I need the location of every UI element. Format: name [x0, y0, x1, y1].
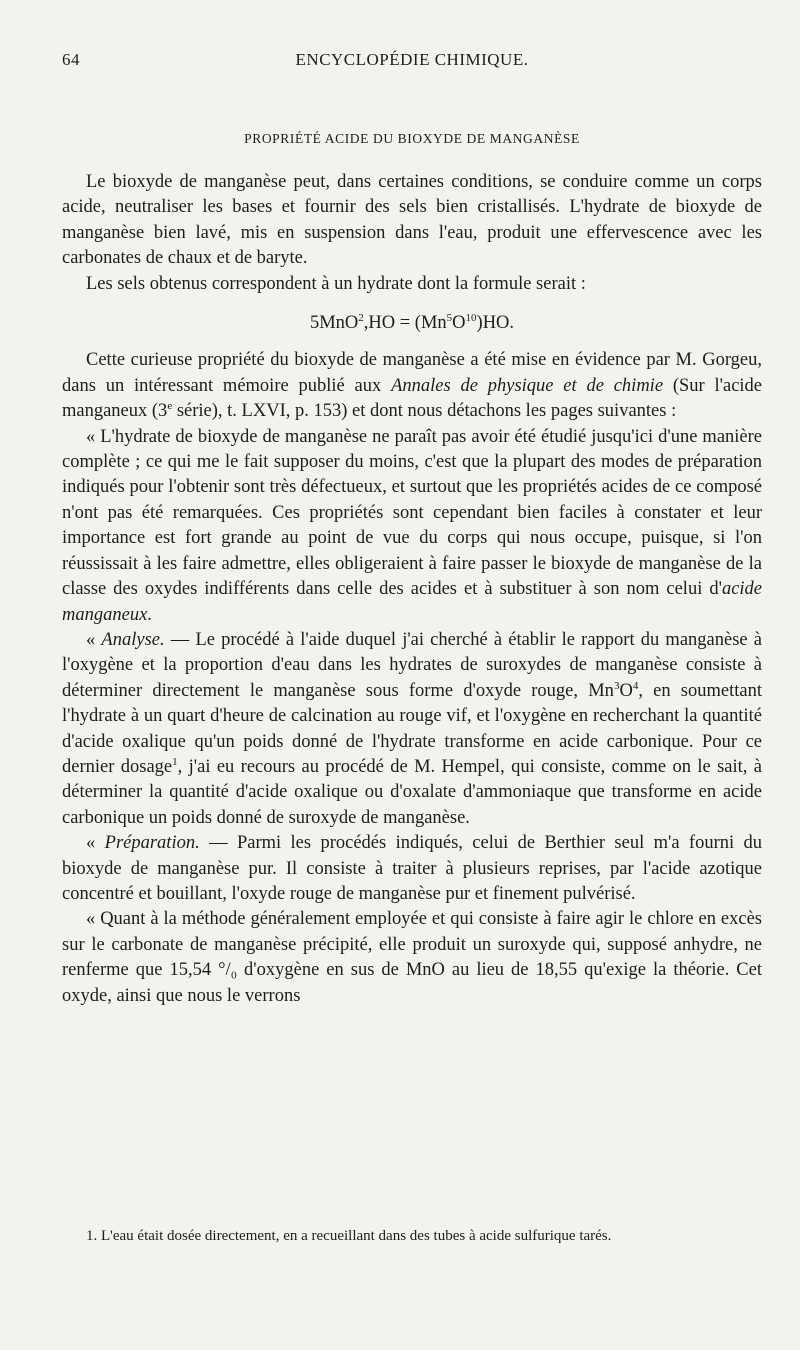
footnote-ref: 1: [172, 755, 178, 768]
paragraph-3: Cette curieuse propriété du bioxyde de manganèse a été mise en évidence par M. Gorgeu, dans un intéressant mémoire publié aux Annales de physique et de chimie (Sur l'acide manganeux (3e série), t. LXVI, p. 153) et dont nous détachons les pages suivantes :: [62, 350, 763, 422]
footnote: 1. L'eau était dosée directement, en a recueillant dans des tubes à acide sulfurique tarés.: [86, 1228, 612, 1244]
paragraph-5: « Analyse. — Le procédé à l'aide duquel j'ai cherché à établir le rapport du manganèse à l'oxygène et la proportion d'eau dans les hydrates de suroxydes de manganèse consiste à déterminer directement le manganèse sous forme d'oxyde rouge, $Mn^3O^4$, en soumettant l'hydrate à un quart d'heure de calcination au rouge vif, et l'oxygène en recherchant la quantité d'acide oxalique qu'un poids donné de l'hydrate transforme en acide carbonique. Pour ce dernier dosage$^1$, j'ai eu recours au procédé de M. Hempel, qui consiste, comme on le sait, à déterminer la quantité d'acide oxalique ou d'oxalate d'ammoniaque que transforme en acide carbonique un poids donné de suroxyde de manganèse.: [62, 629, 762, 828]
paragraph-4: « L'hydrate de bioxyde de manganèse ne paraît pas avoir été étudié jusqu'ici d'une manière complète ; ce qui me le fait supposer du moins, c'est que la plupart des modes de préparation indiqués pour l'obtenir sont très défectueux, et surtout que les propriétés acides de ce composé n'ont pas été remarquées. Ces propriétés sont cependant bien faciles à constater et leur importance est fort grande au point de vue du corps qui nous occupe, puisque, si l'on réussissait à les faire admettre, elles obligeraient à faire passer le bioxyde de manganèse de la classe des oxydes indifférents dans celle des acides et à substituer à son nom celui d'acide manganeux.: [62, 426, 762, 625]
section-title: PROPRIÉTÉ ACIDE DU BIOXYDE DE MANGANÈSE: [244, 131, 580, 146]
journal-title: Annales de physique et de chimie: [391, 375, 664, 396]
body-text: [62, 170, 762, 1009]
paragraph-7: « Quant à la méthode généralement employée et qui consiste à faire agir le chlore en excès sur le carbonate de manganèse précipité, elle produit un suroxyde qui, supposé anhydre, ne renferme que 15,54 °/₀ d'oxygène en sus de MnO au lieu de 18,55 qu'exige la théorie. Cet oxyde, ainsi que nous le verrons: [62, 909, 762, 1006]
page-header: [62, 50, 762, 80]
page-number: 64: [62, 50, 80, 69]
paragraph-6: « Préparation. — Parmi les procédés indiqués, celui de Berthier seul m'a fourni du bioxyde de manganèse pur. Il consiste à traiter à plusieurs reprises, par l'acide azotique concentré et bouillant, l'oxyde rouge de manganèse pur et finement pulvérisé.: [62, 833, 763, 904]
running-title: ENCYCLOPÉDIE CHIMIQUE.: [295, 50, 529, 69]
paragraph-2: Les sels obtenus correspondent à un hydrate dont la formule serait :: [86, 273, 586, 294]
paragraph-1: Le bioxyde de manganèse peut, dans certaines conditions, se conduire comme un corps acide, neutraliser les bases et fournir des sels bien cristallisés. L'hydrate de bioxyde de manganèse bien lavé, mis en suspension dans l'eau, produit une effervescence avec les carbonates de chaux et de baryte.: [62, 172, 762, 269]
formula: $5MnO^2,HO = (Mn^5O^{10})HO$.: [309, 311, 515, 334]
